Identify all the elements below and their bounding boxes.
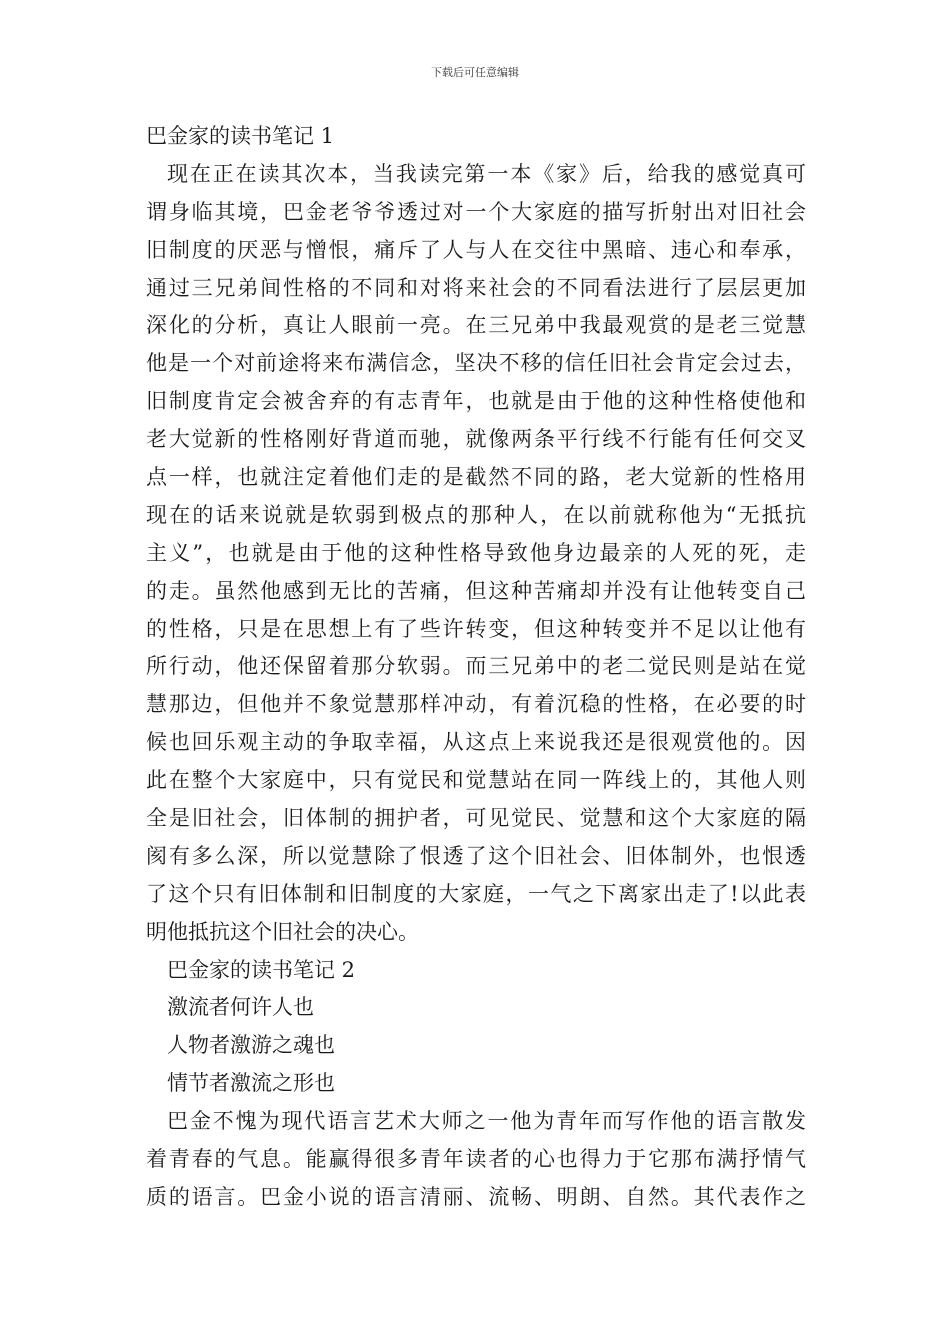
paragraph-line: 现在正在读其次本，当我读完第一本《家》后，给我的感觉真可	[167, 161, 806, 186]
paragraph-line: 通过三兄弟间性格的不同和对将来社会的不同看法进行了层层更加	[146, 275, 806, 300]
section1-paragraph	[146, 156, 806, 952]
section2-title: 巴金家的读书笔记 2	[167, 957, 356, 982]
paragraph-line: 着青春的气息。能赢得很多青年读者的心也得力于它那布满抒情气	[146, 1147, 806, 1172]
paragraph-line: 候也回乐观主动的争取幸福，从这点上来说我还是很观赏他的。因	[146, 730, 806, 755]
paragraph-line: 旧制度的厌恶与憎恨，痛斥了人与人在交往中黑暗、违心和奉承，	[146, 237, 806, 262]
verse-line: 人物者激游之魂也	[167, 1033, 335, 1058]
paragraph-line: 的走。虽然他感到无比的苦痛，但这种苦痛却并没有让他转变自己	[146, 578, 806, 603]
section1-title: 巴金家的读书笔记 1	[146, 124, 335, 148]
section2-paragraph	[146, 1103, 806, 1217]
paragraph-line: 质的语言。巴金小说的语言清丽、流畅、明朗、自然。其代表作之	[146, 1184, 806, 1209]
section2-verses	[146, 989, 806, 1103]
page-header-note: 下载后可任意编辑	[431, 66, 519, 79]
paragraph-line: 巴金不愧为现代语言艺术大师之一他为青年而写作他的语言散发	[167, 1109, 806, 1134]
paragraph-line: 深化的分析，真让人眼前一亮。在三兄弟中我最观赏的是老三觉慧	[146, 313, 806, 338]
paragraph-line: 所行动，他还保留着那分软弱。而三兄弟中的老二觉民则是站在觉	[146, 654, 806, 679]
paragraph-line: 老大觉新的性格刚好背道而驰，就像两条平行线不行能有任何交叉	[146, 427, 806, 452]
paragraph-line: 的性格，只是在思想上有了些许转变，但这种转变并不足以让他有	[146, 616, 806, 641]
paragraph-line: 旧制度肯定会被舍弃的有志青年，也就是由于他的这种性格使他和	[146, 389, 806, 414]
paragraph-line: 了这个只有旧体制和旧制度的大家庭，一气之下离家出走了!以此表	[146, 881, 806, 906]
document-body	[146, 118, 806, 1217]
paragraph-line: 点一样，也就注定着他们走的是截然不同的路，老大觉新的性格用	[146, 465, 806, 490]
paragraph-line: 现在的话来说就是软弱到极点的那种人，在以前就称他为“无抵抗	[146, 502, 806, 527]
paragraph-line: 阂有多么深，所以觉慧除了恨透了这个旧社会、旧体制外，也恨透	[146, 843, 806, 868]
paragraph-line: 此在整个大家庭中，只有觉民和觉慧站在同一阵线上的，其他人则	[146, 768, 806, 793]
paragraph-line: 主义”，也就是由于他的这种性格导致他身边最亲的人死的死，走	[146, 540, 806, 565]
paragraph-line: 明他抵抗这个旧社会的决心。	[146, 919, 419, 944]
verse-line: 情节者激流之形也	[167, 1071, 335, 1096]
paragraph-line: 慧那边，但他并不象觉慧那样冲动，有着沉稳的性格，在必要的时	[146, 692, 806, 717]
paragraph-line: 他是一个对前途将来布满信念，坚决不移的信任旧社会肯定会过去，	[146, 351, 806, 376]
paragraph-line: 全是旧社会，旧体制的拥护者，可见觉民、觉慧和这个大家庭的隔	[146, 806, 806, 831]
paragraph-line: 谓身临其境，巴金老爷爷透过对一个大家庭的描写折射出对旧社会	[146, 199, 806, 224]
verse-line: 激流者何许人也	[167, 995, 314, 1020]
